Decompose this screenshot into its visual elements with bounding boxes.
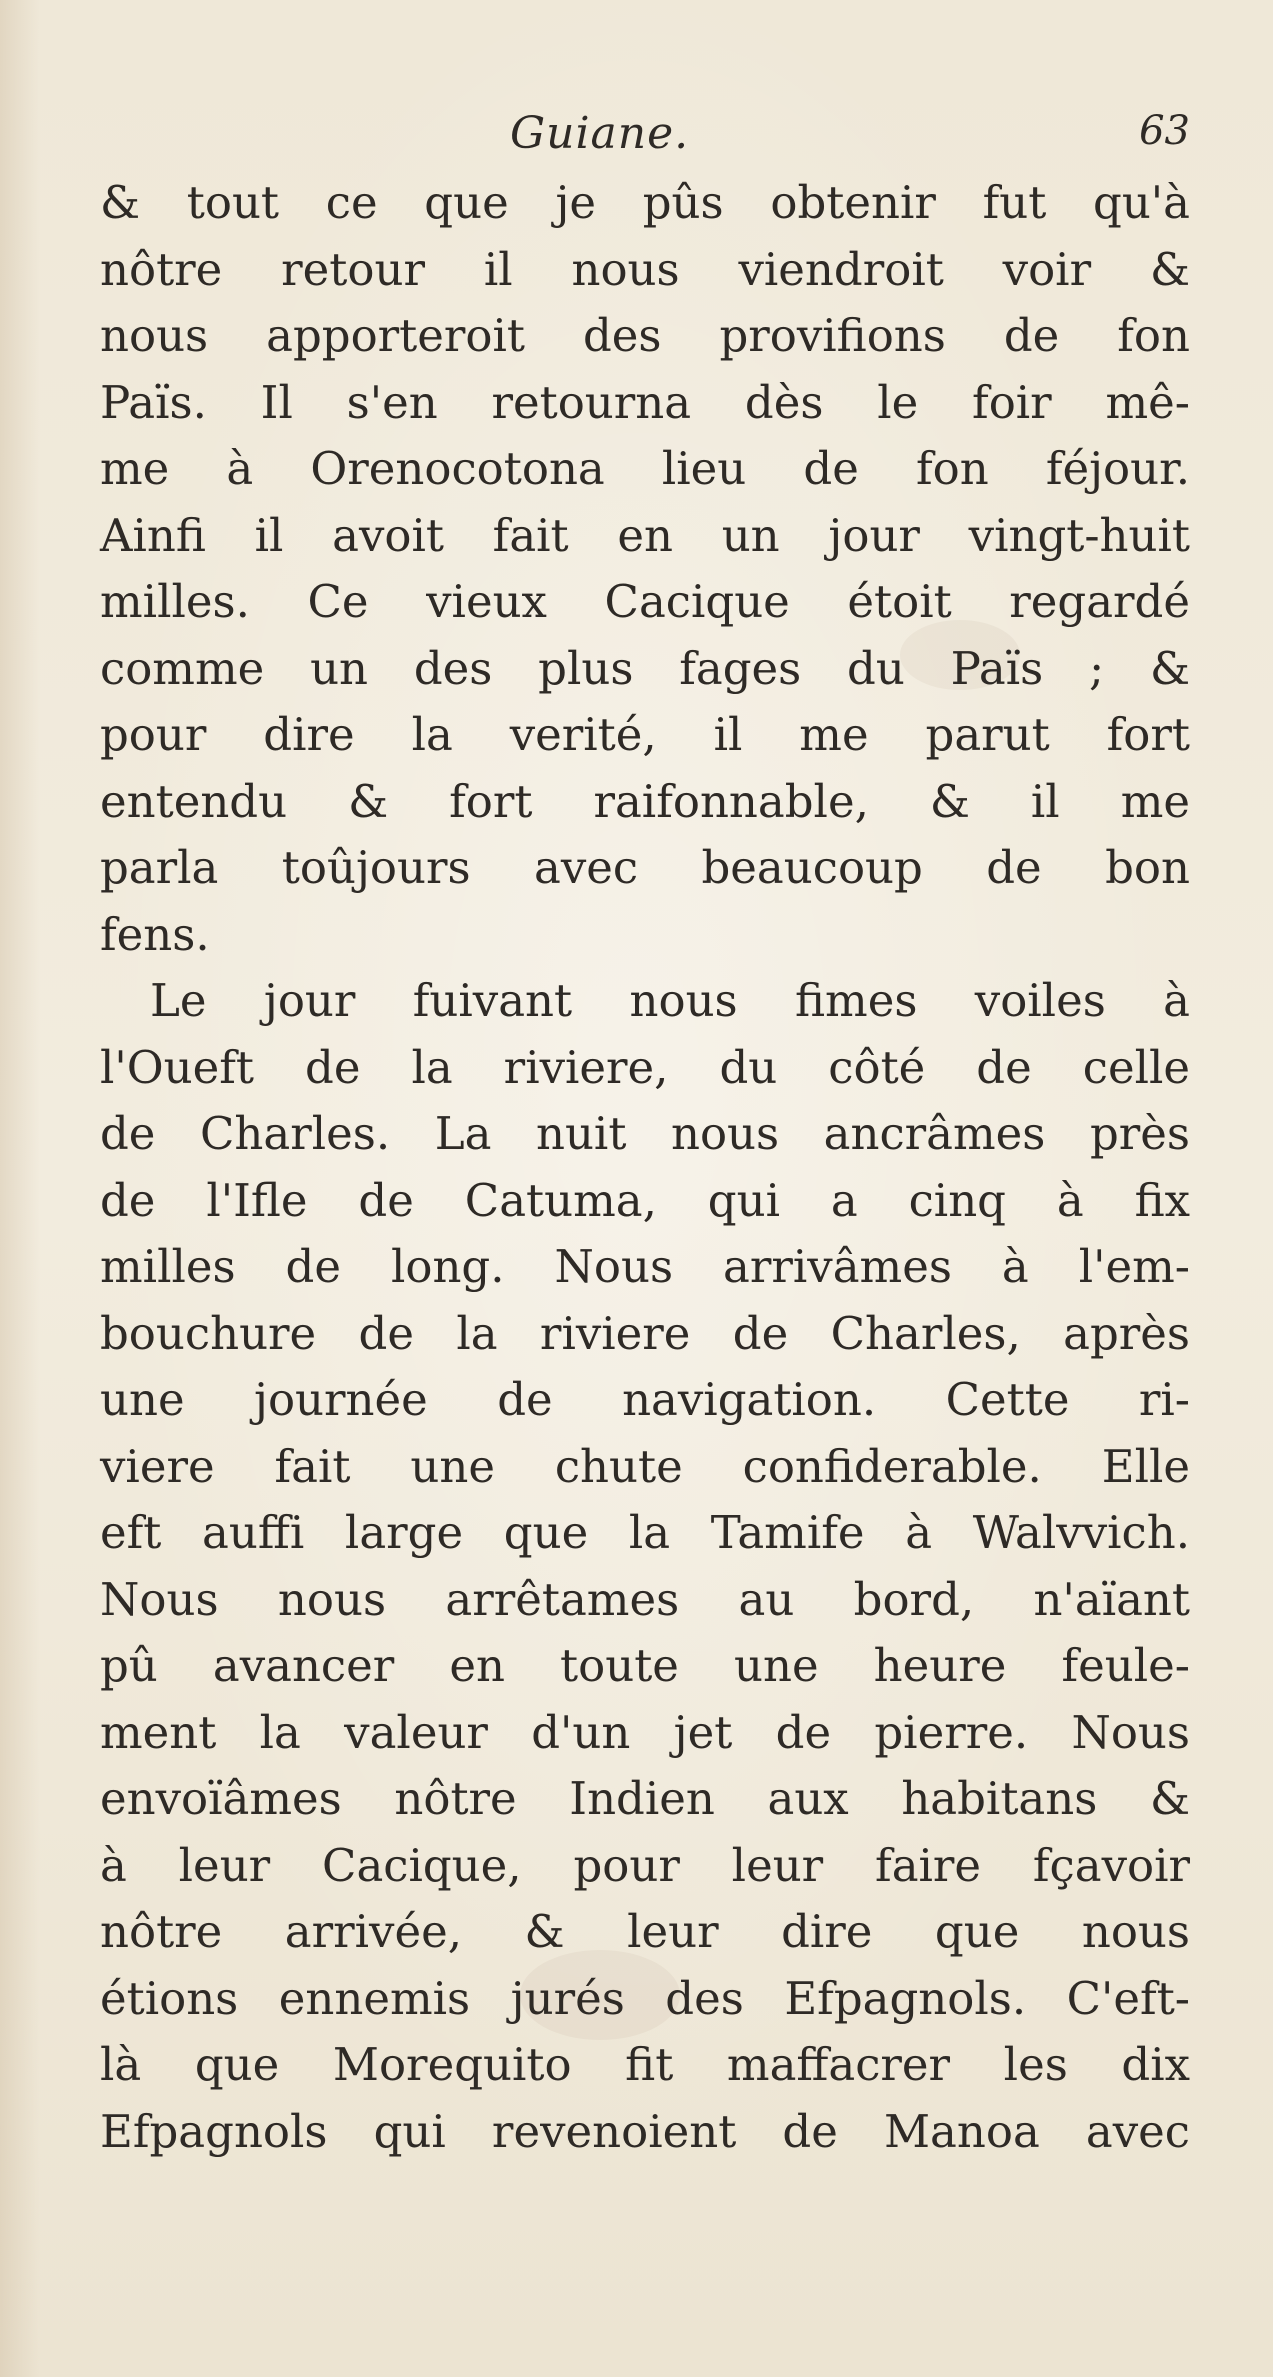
text-line: Le jour fuivant nous fimes voiles à — [150, 974, 1190, 1027]
text-line: parla toûjours avec beaucoup de bon — [100, 841, 1190, 894]
text-line: comme un des plus fages du Païs ; & — [100, 641, 1190, 695]
text-line: à leur Cacique, pour leur faire fçavoir — [100, 1838, 1190, 1892]
text-line: de l'Ifle de Catuma, qui a cinq à fix — [100, 1173, 1190, 1227]
text-line: nôtre arrivée, & leur dire que nous — [100, 1905, 1190, 1958]
text-line: Nous nous arrêtames au bord, n'aïant — [100, 1572, 1190, 1626]
text-line: nôtre retour il nous viendroit voir & — [100, 242, 1190, 296]
running-title: Guiane. — [510, 108, 690, 159]
text-line: nous apporteroit des provifions de fon — [100, 309, 1190, 362]
text-line: viere fait une chute confiderable. Elle — [100, 1439, 1190, 1493]
text-line: l'Oueft de la riviere, du côté de celle — [100, 1040, 1190, 1094]
text-line: milles de long. Nous arrivâmes à l'em- — [100, 1240, 1190, 1293]
text-line: pour dire la verité, il me parut fort — [100, 708, 1190, 761]
page-number: 63 — [1139, 108, 1190, 154]
paragraph-1 — [100, 170, 1190, 968]
text-line: & tout ce que je pûs obtenir fut qu'à — [100, 176, 1190, 229]
text-line: envoïâmes nôtre Indien aux habitans & — [100, 1772, 1190, 1825]
text-line: me à Orenocotona lieu de fon féjour. — [100, 442, 1190, 495]
text-line: pû avancer en toute une heure feule- — [100, 1639, 1190, 1692]
text-line: Efpagnols qui revenoient de Manoa avec — [100, 2104, 1190, 2158]
text-line: eft auffi large que la Tamife à Walvvich. — [100, 1506, 1190, 1559]
paragraph-2 — [100, 968, 1190, 2165]
text-line: bouchure de la riviere de Charles, après — [100, 1306, 1190, 1360]
gutter-shadow — [0, 0, 40, 2377]
text-line: de Charles. La nuit nous ancrâmes près — [100, 1107, 1190, 1160]
text-line: Païs. Il s'en retourna dès le foir mê- — [100, 375, 1190, 429]
running-head — [100, 108, 1190, 178]
text-line: milles. Ce vieux Cacique étoit regardé — [100, 575, 1190, 628]
text-line: ment la valeur d'un jet de pierre. Nous — [100, 1705, 1190, 1759]
body-text — [100, 170, 1190, 2165]
text-line: Ainfi il avoit fait en un jour vingt-huit — [100, 508, 1190, 562]
text-line: entendu & fort raifonnable, & il me — [100, 774, 1190, 828]
text-line: une journée de navigation. Cette ri- — [100, 1373, 1190, 1426]
text-line: étions ennemis jurés des Efpagnols. C'eft- — [100, 1971, 1190, 2025]
text-line: fens. — [100, 907, 210, 961]
text-line: là que Morequito fit maffacrer les dix — [100, 2038, 1190, 2091]
